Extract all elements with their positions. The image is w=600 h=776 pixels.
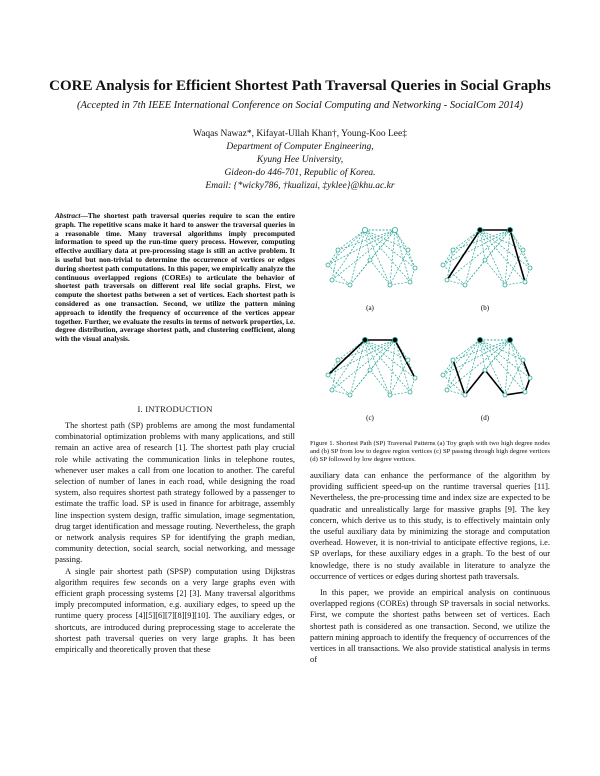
figure-panel-label: (b) bbox=[480, 304, 490, 312]
graph-node bbox=[521, 248, 525, 252]
affiliation-line-1: Department of Computer Engineering, bbox=[226, 142, 374, 152]
section-heading: I. INTRODUCTION bbox=[137, 404, 213, 414]
graph-edge bbox=[390, 230, 395, 285]
graph-edge bbox=[350, 370, 370, 395]
graph-edge bbox=[365, 340, 390, 395]
graph-edge bbox=[370, 370, 390, 395]
graph-node bbox=[348, 393, 352, 397]
figure-panel-d bbox=[441, 337, 532, 422]
author-email: Email: {*wicky786, †kualizai, ‡yklee}@khu.ac.kr bbox=[205, 181, 395, 191]
intro-paragraph-1: The shortest path (SP) problems are among the most fundamental combinatorial optimization problems with many applications, and still remain an active area of research [1]. The shortest path play crucial role while activating the communication links in telephone routes, whenever user makes a call from one location to another. The careful selection of number of lanes in each road, while designing the road system, also requires shortest path strategy followed by a passenger to estimate the traffic load. SP is used in finance for arbitrage, assembly line inspection system design, traffic simulation, image segmentation, drug target identification and message routing. Nevertheless, the graph or network analysis requires SP for identifying the graph median, community detection, social search, social networking, and message passing. bbox=[55, 421, 295, 565]
shortest-path-edge bbox=[510, 230, 525, 282]
graph-node bbox=[523, 390, 527, 394]
graph-edge bbox=[370, 260, 390, 285]
hub-node bbox=[392, 337, 397, 342]
abstract bbox=[55, 212, 295, 344]
graph-node bbox=[330, 278, 334, 282]
graph-edge bbox=[332, 340, 395, 390]
hub-node bbox=[362, 227, 367, 232]
hub-node bbox=[392, 227, 397, 232]
graph-node bbox=[406, 358, 410, 362]
graph-node bbox=[441, 373, 445, 377]
graph-node bbox=[368, 258, 372, 262]
shortest-path-edge bbox=[328, 340, 365, 375]
figure-panel-label: (c) bbox=[366, 414, 374, 422]
graph-node bbox=[441, 263, 445, 267]
shortest-path-edge bbox=[395, 340, 415, 378]
graph-node bbox=[326, 373, 330, 377]
author-names: Waqas Nawaz*, Kifayat-Ullah Khan†, Young-Koo Lee‡ bbox=[193, 129, 407, 139]
hub-node bbox=[477, 227, 482, 232]
graph-node bbox=[413, 376, 417, 380]
graph-node bbox=[330, 388, 334, 392]
graph-node bbox=[463, 393, 467, 397]
graph-node bbox=[408, 280, 412, 284]
graph-edge bbox=[447, 230, 510, 280]
graph-edge bbox=[505, 340, 510, 395]
graph-edge bbox=[350, 340, 365, 395]
author-block bbox=[0, 128, 600, 193]
graph-node bbox=[528, 266, 532, 270]
graph-node bbox=[445, 388, 449, 392]
graph-node bbox=[451, 358, 455, 362]
paper-subtitle: (Accepted in 7th IEEE International Conference on Social Computing and Networking - SocialCom 2014) bbox=[76, 100, 524, 111]
hub-node bbox=[507, 227, 512, 232]
graph-edge bbox=[480, 230, 505, 285]
abstract-lead: Abstract bbox=[55, 211, 81, 220]
graph-edge bbox=[443, 230, 480, 265]
graph-edge bbox=[390, 282, 410, 285]
paper-title: CORE Analysis for Efficient Shortest Path Traversal Queries in Social Graphs bbox=[49, 78, 551, 94]
graph-node bbox=[326, 263, 330, 267]
intro-right-column bbox=[310, 470, 550, 665]
graph-node bbox=[483, 368, 487, 372]
shortest-path-edge bbox=[465, 370, 485, 395]
affiliation-line-2: Kyung Hee University, bbox=[256, 155, 344, 165]
graph-edge bbox=[465, 230, 480, 285]
graph-edge bbox=[350, 230, 365, 285]
shortest-path-edge bbox=[485, 370, 505, 395]
graph-edge bbox=[453, 340, 480, 360]
graph-node bbox=[451, 248, 455, 252]
graph-edge bbox=[447, 340, 510, 390]
hub-node bbox=[507, 337, 512, 342]
graph-node bbox=[336, 358, 340, 362]
hub-node bbox=[362, 337, 367, 342]
graph-edge bbox=[395, 230, 415, 268]
graph-node bbox=[523, 280, 527, 284]
graph-edge bbox=[465, 260, 485, 285]
graph-edge bbox=[365, 230, 390, 285]
figure-panel-label: (a) bbox=[366, 304, 374, 312]
graph-edge bbox=[395, 340, 410, 392]
intro-left-column bbox=[55, 420, 295, 655]
graph-node bbox=[503, 283, 507, 287]
graph-edge bbox=[328, 230, 365, 265]
hub-node bbox=[477, 337, 482, 342]
graph-node bbox=[483, 258, 487, 262]
graph-node bbox=[348, 283, 352, 287]
graph-edge bbox=[485, 260, 505, 285]
graph-node bbox=[388, 283, 392, 287]
graph-edge bbox=[453, 230, 480, 250]
graph-edge bbox=[332, 230, 395, 280]
shortest-path-edge bbox=[505, 392, 525, 395]
graph-edge bbox=[390, 392, 410, 395]
figure-caption: Figure 1. Shortest Path (SP) Traversal Patterns (a) Toy graph with two high degree nodes and (b) SP from low to degree region vertices (c) SP passing through high degree vertices (d) SP followed by low degree vertices. bbox=[310, 440, 550, 464]
figure-panel-c bbox=[326, 337, 417, 422]
graph-node bbox=[336, 248, 340, 252]
graph-node bbox=[528, 376, 532, 380]
figure-1 bbox=[310, 205, 550, 435]
intro-paragraph-3: auxiliary data can enhance the performance of the algorithm by providing sufficient speed-up on the runtime traversal queries [11]. Nevertheless, the pre-processing time and index size are expected to be quadratic and unrealistically large for massive graphs [9]. The key concern, which derive us to this study, is to effectively maintain only the useful auxiliary data by minimizing the storage and computation overhead. However, it is non-trivial to anticipate effective regions, i.e. SP overlaps, for these auxiliary edges in a graph. To the best of our knowledge, there is no study available in literature to analyze the occurrence of vertices or edges during shortest path traversals. bbox=[310, 471, 550, 581]
graph-node bbox=[368, 368, 372, 372]
graph-edge bbox=[338, 230, 365, 250]
graph-node bbox=[408, 390, 412, 394]
figure-panel-label: (d) bbox=[480, 414, 490, 422]
graph-node bbox=[413, 266, 417, 270]
figure-panel-b bbox=[441, 227, 532, 312]
graph-node bbox=[521, 358, 525, 362]
graph-edge bbox=[350, 260, 370, 285]
graph-node bbox=[503, 393, 507, 397]
intro-paragraph-4: In this paper, we provide an empirical analysis on continuous overlapped regions (COREs) through SP traversals in social networks. First, we compute the shortest paths between set of vertices. Each shortest path is considered as one transaction. Second, we utilize the pattern mining approach to identify the frequency of occurrences of the vertices in all transactions. We also provide statistical analysis in terms of bbox=[310, 588, 550, 665]
graph-node bbox=[406, 248, 410, 252]
graph-edge bbox=[480, 340, 505, 395]
graph-edge bbox=[505, 230, 510, 285]
graph-node bbox=[388, 393, 392, 397]
graph-edge bbox=[443, 340, 480, 375]
figure-panel-a bbox=[326, 227, 417, 312]
graph-edge bbox=[505, 282, 525, 285]
graph-edge bbox=[510, 340, 525, 392]
graph-edge bbox=[390, 340, 395, 395]
graph-node bbox=[445, 278, 449, 282]
affiliation-line-3: Gideon-do 446-701, Republic of Korea. bbox=[224, 168, 376, 178]
graph-node bbox=[463, 283, 467, 287]
abstract-text: —The shortest path traversal queries require to scan the entire graph. The repetitive scans make it hard to answer the traversal queries in a reasonable time. Many traversal algorithms imply precomputed information to speed up the run-time query process. However, computing effective auxiliary data at pre-processing stage is still an active problem. It is useful but non-trivial to determine the occurrence of vertices or edges during shortest path computations. In this paper, we empirically analyze the continuous overlapped regions (COREs) to articulate the behavior of shortest path traversals on different real life social graphs. First, we compute the shortest paths between a set of vertices. Each shortest path is considered as one transaction. Second, we utilize the pattern mining approach to identify the frequency of occurrence of the vertices appear together. Further, we evaluate the results in terms of network properties, i.e. degree distribution, average shortest path, and clustering coefficient, along with the visual analysis. bbox=[55, 211, 295, 344]
intro-paragraph-2: A single pair shortest path (SPSP) computation using Dijkstras algorithm requires few seconds on a very large graphs even with efficient graph processing systems [2] [3]. Many traversal algorithms imply precomputed information, e.g. auxiliary edges, to speed up the runtime query process [4][5][6][7][8][9][10]. The auxiliary edges, or shortcuts, are introduced during preprocessing stage to accelerate the shortest path traversal queries on very large graphs. It has been empirically and theoretically proven that these bbox=[55, 566, 295, 655]
graph-edge bbox=[395, 230, 410, 282]
